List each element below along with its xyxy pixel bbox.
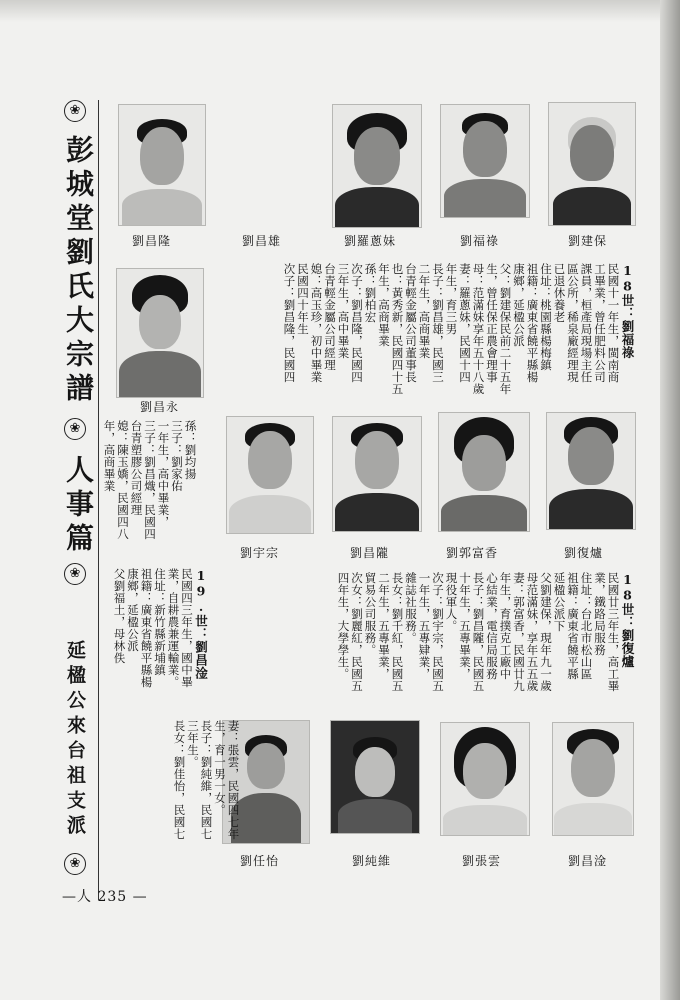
portrait-photo [330, 720, 420, 834]
portrait-photo [438, 412, 530, 532]
bio-line: 四年生，大學學生。 [336, 572, 351, 680]
bio-line: 台青輕金屬公司董事長 [404, 263, 418, 383]
bio-line: 區公所，稀泉廠經理現 [566, 263, 580, 383]
portrait-photo [552, 722, 634, 836]
bio-line: 祖籍：廣東省饒平縣楊 [525, 263, 540, 383]
bio-line: 祖籍：廣東省饒平縣 [566, 572, 580, 680]
genealogy-title: 彭城堂劉氏大宗譜 [62, 135, 95, 407]
bio-line: 三年生。 [186, 720, 200, 768]
bio-line: 課員，桓產局現場主任 [579, 263, 594, 383]
bio-line: 住址：桃園縣楊梅鎮 [539, 263, 553, 371]
bio-line: 現役軍人。 [444, 572, 459, 632]
portrait-caption: 劉昌雄 [242, 234, 282, 248]
portrait-photo [440, 104, 530, 218]
bio-line: 妻：張雲，民國四七年 [226, 720, 241, 840]
bio-line: 孫：劉均揚 [183, 420, 198, 480]
bio-line: 台青塑膠公司經理 [129, 420, 144, 516]
bio-line: 年生，育撲克工廠中 [498, 572, 513, 680]
bio-line: 也：黃秀新，民國四十五 [390, 263, 405, 395]
portrait-photo-blank [228, 104, 316, 226]
bio-line: 民國四十年生 [296, 263, 310, 335]
bio-line: 一年生，五專肄業， [417, 572, 432, 680]
page-number: —人 235 — [62, 889, 148, 905]
bio-line: 18世：劉復爐 [620, 572, 635, 668]
bio-line: 18世：劉福祿 [620, 263, 635, 359]
portrait-caption: 劉羅蔥妹 [344, 234, 397, 248]
bio-line: 三年生，高中畢業 [336, 263, 351, 359]
bio-line: 祖籍：廣東省饒平縣楊 [139, 568, 154, 688]
bio-line: 民國十一年生，閩南商 [606, 263, 621, 383]
bio-line: 年，高商畢業 [102, 420, 117, 492]
portrait-photo [440, 722, 530, 836]
portrait-photo [546, 412, 636, 530]
portrait-caption: 劉任怡 [240, 854, 280, 868]
bio-line: 三子：劉家佑 [170, 420, 184, 492]
portrait-caption: 劉建保 [568, 234, 608, 248]
bio-line: 妻：羅蔥妹，民國十四 [458, 263, 472, 383]
bio-line: 康鄉，延楹公派 [126, 568, 140, 652]
flower-emblem-icon: ❀ [64, 853, 86, 875]
bio-line: 母范滿妹，享年五五歲 [525, 572, 540, 692]
portrait-caption: 劉昌隆 [132, 234, 172, 248]
bio-line: 心結業，電信局服務 [485, 572, 499, 680]
page-shadow [0, 0, 680, 22]
bio-line: 工畢業，曾任肥料公司 [593, 263, 607, 383]
portrait-photo [118, 104, 206, 226]
bio-line: 父劉福土，母林佚 [112, 568, 127, 664]
bio-line: 二年生，高商畢業 [417, 263, 432, 359]
bio-line: 延楹公派下 [552, 572, 567, 632]
bio-line: 長子：劉昌隴，民國五 [471, 572, 486, 692]
bio-line: 媳：高玉珍，初中畢業 [309, 263, 324, 383]
bio-line: 長女：劉千紅，民國五 [390, 572, 405, 692]
bio-line: 次子：劉宇宗，民國五 [431, 572, 445, 692]
bio-line: 民國廿三年生，高工畢 [606, 572, 621, 692]
portrait-caption: 劉宇宗 [240, 546, 280, 560]
biography-fu-lu [282, 263, 634, 415]
portrait-photo [548, 102, 636, 226]
biography-zhang-yun [172, 720, 240, 842]
bio-line: 台青輕金屬公司經理 [323, 263, 337, 371]
bio-line: 長子：劉純維，民國七 [199, 720, 214, 840]
portrait-caption: 劉昌永 [140, 400, 180, 414]
bio-line: 業，鐵路局服務 [593, 572, 607, 656]
bio-line: 長女：劉佳怡，民國七 [172, 720, 187, 840]
bio-line: 父劉建保，現年九一歲 [539, 572, 553, 692]
divider-line [98, 100, 99, 900]
bio-line: 二年生，五專畢業， [377, 572, 391, 680]
portrait-photo [332, 104, 422, 228]
bio-line: 次子：劉昌隆，民國四 [282, 263, 297, 383]
bio-line: 19.世：劉昌淦 [193, 568, 209, 680]
branch-title: 延楹公來台祖支派 [64, 640, 86, 840]
biography-fu-lu-2 [336, 572, 634, 706]
portrait-photo [332, 416, 422, 532]
bio-line: 長子：劉昌雄，民國三 [431, 263, 445, 383]
bio-line: 住址：新竹縣新埔鎮 [153, 568, 167, 676]
flower-emblem-icon: ❀ [64, 563, 86, 585]
bio-line: 媳：陳玉嬌，民國四八 [116, 420, 130, 540]
bio-line: 生，育一男一女。 [213, 720, 227, 816]
bio-line: 孫：劉柏宏 [363, 263, 378, 323]
bio-line: 父：劉建保民前二十五年 [498, 263, 513, 395]
portrait-photo [226, 416, 314, 534]
bio-line: 住址：台北市松山區 [579, 572, 594, 680]
bio-line: 業，自耕農兼運輸業。 [166, 568, 181, 688]
flower-emblem-icon: ❀ [64, 100, 86, 122]
bio-line: 十年生，五專畢業， [458, 572, 472, 680]
bio-line: 年生，高商畢業 [377, 263, 391, 347]
bio-line: 貿易公司服務。 [363, 572, 378, 656]
portrait-caption: 劉昌隴 [350, 546, 390, 560]
bio-line: 三子：劉昌熾，民國四 [143, 420, 157, 540]
flower-emblem-icon: ❀ [64, 418, 86, 440]
section-title: 人事篇 [62, 455, 95, 557]
biography-chang-gan [112, 568, 208, 704]
portrait-caption: 劉福祿 [460, 234, 500, 248]
bio-line: 生，曾任保正農會理事 [485, 263, 499, 383]
bio-line: 一年生，高中畢業， [156, 420, 171, 528]
bio-line: 雜誌社服務。 [404, 572, 418, 644]
bio-line: 康鄉，延楹公派 [512, 263, 526, 347]
bio-line: 妻：郭富香，民國廿九 [512, 572, 526, 692]
bio-line: 已退休養老 [552, 263, 567, 323]
portrait-caption: 劉復爐 [564, 546, 604, 560]
portrait-caption: 劉純維 [352, 854, 392, 868]
bio-line: 年生，育三男 [444, 263, 459, 335]
bio-line: 民國四三年生，國中畢 [180, 568, 194, 688]
portrait-caption: 劉郭富香 [446, 546, 499, 560]
portrait-caption: 劉昌淦 [568, 854, 608, 868]
biography-grandchildren [102, 420, 198, 540]
bio-line: 次子：劉昌隆，民國四 [350, 263, 364, 383]
portrait-photo [116, 268, 204, 398]
portrait-caption: 劉張雲 [462, 854, 502, 868]
bio-line: 次女：劉麗紅，民國五 [350, 572, 364, 692]
bio-line: 母：范滿妹享年五十八歲 [471, 263, 486, 395]
page-binding-edge [660, 0, 680, 1000]
